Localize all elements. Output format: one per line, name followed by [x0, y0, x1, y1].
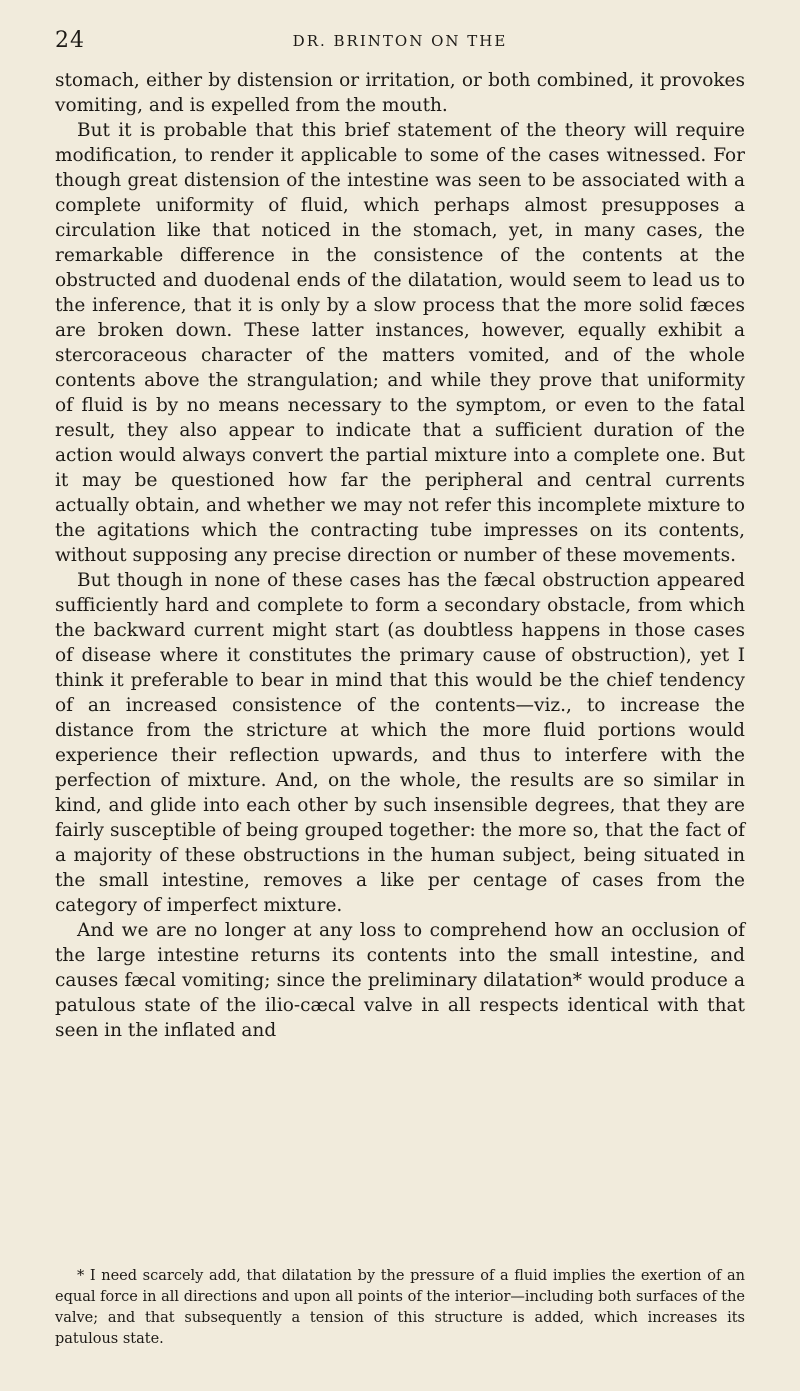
paragraph: But it is probable that this brief statement of the theory will require modification, to render it applicable to some of the cases witnessed. For though great distension of the intestine was seen to be associated with a complete uniformity of fluid, which perhaps almost presupposes a circulation like that noticed in the stomach, yet, in many cases, the remarkable difference in the consistence of the contents at the obstructed and duodenal ends of the dilatation, would seem to lead us to the inference, that it is only by a slow process that the more solid fæces are broken down. These latter instances, however, equally exhibit a stercoraceous character of the matters vomited, and of the whole contents above the strangulation; and while they prove that uniformity of fluid is by no means necessary to the symptom, or even to the fatal result, they also appear to indicate that a sufficient duration of the action would always convert the partial mixture into a complete one. But it may be questioned how far the peripheral and central currents actually obtain, and whether we may not refer this incomplete mixture to the agitations which the contracting tube impresses on its contents, without supposing any precise direction or number of these movements.	[55, 120, 745, 566]
paragraph: But though in none of these cases has the fæcal obstruction appeared sufficiently hard and complete to form a secondary obstacle, from which the backward current might start (as doubtless happens in those cases of disease where it constitutes the primary cause of obstruction), yet I think it preferable to bear in mind that this would be the chief tendency of an increased consistence of the contents—viz., to increase the distance from the stricture at which the more fluid portions would experience their reflection upwards, and thus to interfere with the perfection of mixture. And, on the whole, the results are so similar in kind, and glide into each other by such insensible degrees, that they are fairly susceptible of being grouped together: the more so, that the fact of a majority of these obstructions in the human subject, being situated in the small intestine, removes a like per centage of cases from the category of imperfect mixture.	[55, 570, 745, 916]
page-number: 24	[55, 28, 85, 53]
paragraph: And we are no longer at any loss to comprehend how an occlusion of the large intestine returns its contents into the small intestine, and causes fæcal vomiting; since the preliminary dilatation* would produce a patulous state of the ilio-cæcal valve in all respects identical with that seen in the inflated and	[55, 920, 745, 1041]
footnote: * I need scarcely add, that dilatation by the pressure of a fluid implies the exertion of an equal force in all directions and upon all points of the interior—including both surfaces of the valve; and that subsequently a tension of this structure is added, which increases its patulous state.	[55, 1268, 745, 1347]
body-text	[55, 68, 745, 1043]
paragraph-continued: stomach, either by distension or irritation, or both combined, it provokes vomiting, and is expelled from the mouth.	[55, 70, 745, 116]
running-title: DR. BRINTON ON THE	[292, 32, 508, 50]
running-head	[55, 28, 745, 52]
